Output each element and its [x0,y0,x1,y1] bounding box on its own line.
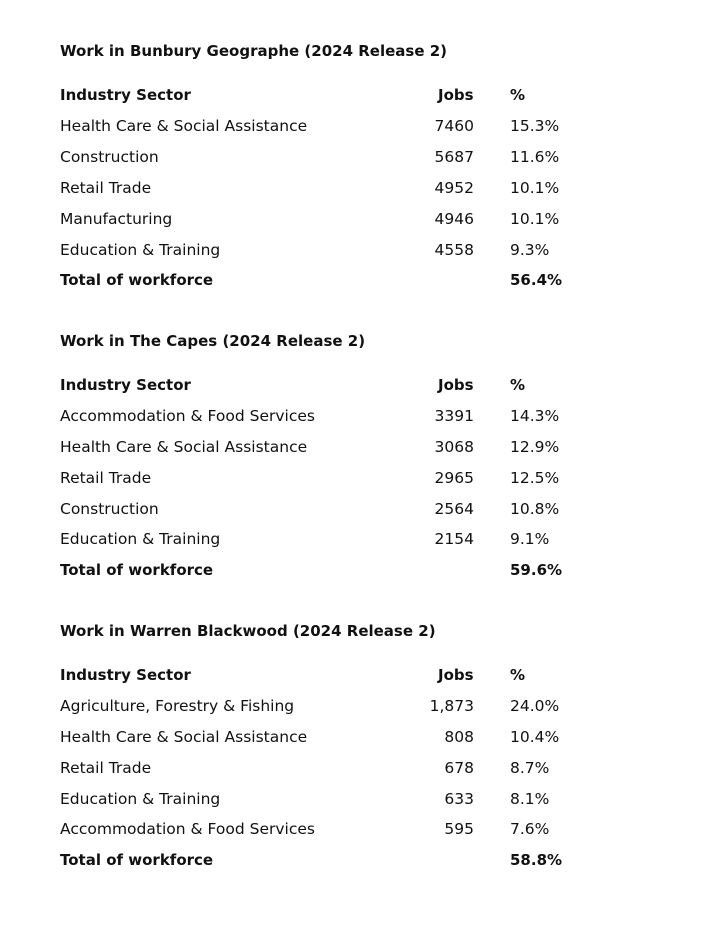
table-header [60,375,660,395]
row-jobs: 4558 [434,241,474,259]
row-pct: 24.0% [510,697,560,715]
row-sector: Agriculture, Forestry & Fishing [60,697,295,715]
row-pct: 15.3% [510,117,560,135]
row-sector: Retail Trade [60,759,152,777]
row-sector: Health Care & Social Assistance [60,438,308,456]
header-jobs: Jobs [438,376,474,394]
table-row [60,178,660,198]
header-pct: % [510,666,526,684]
table-row [60,819,660,839]
total-label: Total of workforce [60,851,214,869]
row-pct: 10.8% [510,500,560,518]
table-row [60,468,660,488]
row-jobs: 3391 [434,407,474,425]
header-pct: % [510,86,526,104]
header-pct: % [510,376,526,394]
table-header [60,85,660,105]
header-sector: Industry Sector [60,376,191,394]
row-jobs: 7460 [434,117,474,135]
row-pct: 10.4% [510,728,560,746]
row-pct: 11.6% [510,148,560,166]
section-title: Work in Warren Blackwood (2024 Release 2) [60,622,436,640]
row-sector: Manufacturing [60,210,173,228]
total-pct: 59.6% [510,561,563,579]
row-jobs: 3068 [434,438,474,456]
table-row [60,789,660,809]
row-pct: 12.9% [510,438,560,456]
table-row [60,727,660,747]
row-sector: Education & Training [60,530,221,548]
table-header [60,665,660,685]
row-pct: 8.1% [510,790,550,808]
row-pct: 12.5% [510,469,560,487]
row-sector: Retail Trade [60,179,152,197]
row-pct: 9.3% [510,241,550,259]
table-row [60,696,660,716]
table-total-row [60,560,660,580]
row-sector: Health Care & Social Assistance [60,728,308,746]
row-sector: Accommodation & Food Services [60,820,315,838]
row-jobs: 5687 [434,148,474,166]
row-jobs: 808 [444,728,474,746]
row-sector: Accommodation & Food Services [60,407,315,425]
table-total-row [60,270,660,290]
row-jobs: 4952 [434,179,474,197]
row-jobs: 2965 [434,469,474,487]
row-pct: 14.3% [510,407,560,425]
row-sector: Construction [60,148,159,166]
row-pct: 7.6% [510,820,550,838]
section-title: Work in The Capes (2024 Release 2) [60,332,366,350]
row-sector: Retail Trade [60,469,152,487]
total-pct: 58.8% [510,851,563,869]
row-pct: 10.1% [510,210,560,228]
header-sector: Industry Sector [60,666,191,684]
table-row [60,116,660,136]
row-sector: Health Care & Social Assistance [60,117,308,135]
table-row [60,240,660,260]
table-row [60,529,660,549]
table-row [60,437,660,457]
table-row [60,499,660,519]
total-label: Total of workforce [60,271,214,289]
table-row [60,406,660,426]
row-jobs: 2564 [434,500,474,518]
table-row [60,758,660,778]
header-jobs: Jobs [438,86,474,104]
row-jobs: 1,873 [429,697,474,715]
table-row [60,209,660,229]
table-row [60,147,660,167]
total-label: Total of workforce [60,561,214,579]
row-jobs: 678 [444,759,474,777]
row-jobs: 633 [444,790,474,808]
section-title: Work in Bunbury Geographe (2024 Release 2) [60,42,448,60]
total-pct: 56.4% [510,271,563,289]
table-total-row [60,850,660,870]
row-jobs: 4946 [434,210,474,228]
row-sector: Education & Training [60,241,221,259]
row-pct: 9.1% [510,530,550,548]
row-jobs: 2154 [434,530,474,548]
row-sector: Construction [60,500,159,518]
header-jobs: Jobs [438,666,474,684]
row-pct: 8.7% [510,759,550,777]
header-sector: Industry Sector [60,86,191,104]
row-sector: Education & Training [60,790,221,808]
row-pct: 10.1% [510,179,560,197]
row-jobs: 595 [444,820,474,838]
